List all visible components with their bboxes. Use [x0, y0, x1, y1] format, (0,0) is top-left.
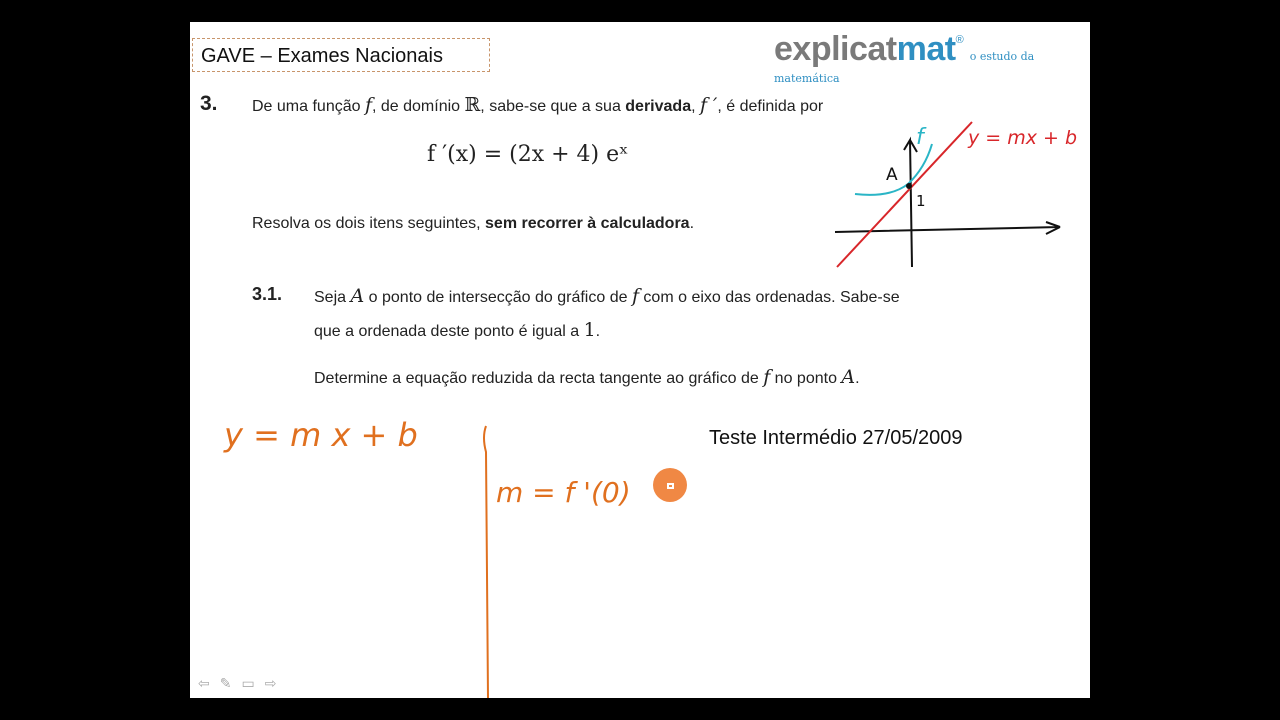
q-text-2: , de domínio	[372, 98, 465, 115]
exam-date: Teste Intermédio 27/05/2009	[709, 427, 963, 449]
handwritten-divider	[484, 426, 488, 698]
q-text-4: ,	[691, 98, 700, 115]
graph-sketch	[835, 122, 1077, 267]
sub-l3-t1: Determine a equação reduzida da recta tangente ao gráfico de	[314, 370, 764, 387]
sub-l1-t2: o ponto de intersecção do gráfico de	[364, 289, 632, 306]
logo-part1: expli	[774, 30, 849, 68]
sub-l3-t3: .	[855, 370, 860, 387]
sub-l2-one: 1	[583, 319, 596, 341]
q-fprime: f ′	[699, 94, 718, 116]
question-number: 3.	[200, 92, 218, 115]
sub-l1-f: f	[631, 285, 639, 307]
handwritten-slope-equation: m = f '(0)	[496, 476, 631, 509]
handwritten-line-equation: y = m x + b	[224, 416, 418, 454]
instr-bold: sem recorrer à calculadora	[485, 215, 690, 232]
prev-slide-icon[interactable]: ⇦	[198, 674, 210, 691]
pen-cursor-icon	[653, 468, 687, 502]
source-label: GAVE – Exames Nacionais	[192, 38, 490, 72]
instr-text-1: Resolva os dois itens seguintes,	[252, 215, 486, 232]
handwriting-layer	[190, 22, 1090, 698]
sub-l1-t3: com o eixo das ordenadas. Sabe-se	[638, 289, 900, 306]
logo-tagline: o estudo da matemática	[774, 50, 1035, 85]
slide-canvas	[190, 22, 1090, 698]
sub-l2-t2: .	[595, 323, 601, 340]
logo-part3: mat	[896, 30, 956, 68]
subquestion-number: 3.1.	[252, 284, 283, 304]
next-slide-icon[interactable]: ⇨	[264, 674, 277, 691]
graph-label-line: y = mx + b	[968, 127, 1078, 149]
sub-l3-A: A	[841, 366, 856, 388]
graph-label-f: f	[916, 125, 924, 150]
graph-label-1: 1	[916, 192, 926, 210]
point-A	[906, 183, 912, 189]
instr-text-2: .	[689, 215, 695, 232]
q-text-5: , é definida por	[717, 98, 824, 115]
sub-l3-f: f	[763, 366, 771, 388]
q-text-3: , sabe-se que a sua	[480, 98, 626, 115]
sub-l3-t2: no ponto	[770, 370, 842, 387]
logo-part2: cat	[848, 30, 897, 68]
sub-l1-t1: Seja	[314, 289, 351, 306]
sub-l2-t1: que a ordenada deste ponto é igual a	[314, 323, 584, 340]
slide-navigation	[198, 674, 276, 692]
logo-registered: ®	[955, 34, 964, 46]
slide-menu-icon[interactable]: ▭	[241, 674, 255, 691]
q-text-1: De uma função	[252, 98, 365, 115]
graph-label-A: A	[886, 165, 898, 185]
q-bold-derivada: derivada	[625, 98, 692, 115]
derivative-formula: f ′(x) = (2x + 4) eˣ	[427, 142, 629, 167]
sub-l1-A: A	[350, 285, 365, 307]
q-domain: ℝ	[464, 94, 481, 116]
pen-tool-icon[interactable]: ✎	[219, 674, 232, 691]
q-f: f	[364, 94, 372, 116]
